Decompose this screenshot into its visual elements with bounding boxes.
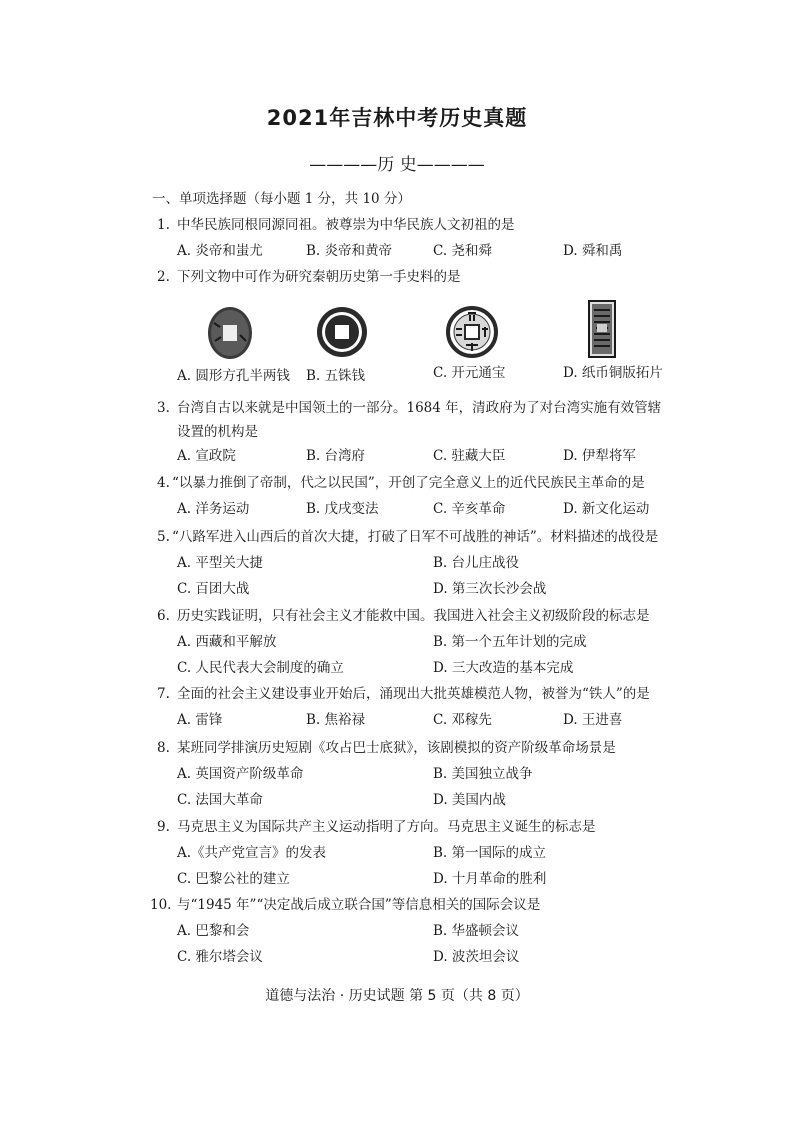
question-number: 1.: [157, 217, 170, 233]
question-stem: 台湾自古以来就是中国领土的一部分。1684 年，清政府为了对台湾实施有效管辖: [177, 400, 662, 416]
option-a: A. 圆形方孔半两钱: [177, 368, 290, 384]
option-b: B. 五铢钱: [306, 368, 366, 384]
option-d: D. 第三次长沙会战: [433, 581, 547, 597]
question-stem-continued: 设置的机构是: [177, 424, 258, 440]
question-stem: “以暴力推倒了帝制，代之以民国”，开创了完全意义上的近代民族民主革命的是: [172, 475, 645, 491]
option-b: B. 炎帝和黄帝: [306, 243, 393, 259]
option-b: B. 台湾府: [306, 448, 366, 464]
option-c: C. 雅尔塔会议: [177, 949, 263, 965]
option-c: C. 辛亥革命: [433, 501, 506, 517]
question-stem: 马克思主义为国际共产主义运动指明了方向。马克思主义诞生的标志是: [177, 819, 596, 835]
page-footer: 道德与法治 · 历史试题 第 5 页（共 8 页）: [265, 988, 529, 1004]
option-b: B. 第一国际的成立: [433, 845, 547, 861]
option-a: A.《共产党宣言》的发表: [177, 845, 327, 861]
option-b: B. 第一个五年计划的完成: [433, 634, 587, 650]
option-d: D. 新文化运动: [563, 501, 650, 517]
question-number: 7.: [157, 686, 170, 702]
option-d: D. 三大改造的基本完成: [433, 660, 574, 676]
option-b: B. 华盛顿会议: [433, 923, 520, 939]
question-stem: 某班同学排演历史短剧《攻占巴士底狱》，该剧模拟的资产阶级革命场景是: [177, 740, 616, 756]
option-a: A. 炎帝和蚩尤: [177, 243, 263, 259]
banliang-coin-image: [206, 305, 254, 361]
question-number: 4.: [157, 475, 170, 491]
option-c: C. 尧和舜: [433, 243, 492, 259]
option-a: A. 宣政院: [177, 448, 236, 464]
question-stem: “八路军进入山西后的首次大捷，打破了日军不可战胜的神话”。材料描述的战役是: [172, 529, 659, 545]
question-stem: 与“1945 年”“决定战后成立联合国”等信息相关的国际会议是: [177, 897, 541, 913]
question-stem: 全面的社会主义建设事业开始后，涌现出大批英雄模范人物，被誉为“铁人”的是: [177, 686, 650, 702]
option-c: C. 百团大战: [177, 581, 250, 597]
option-c: C. 巴黎公社的建立: [177, 871, 290, 887]
option-a: A. 平型关大捷: [177, 555, 263, 571]
option-a: A. 巴黎和会: [177, 923, 250, 939]
option-b: B. 焦裕禄: [306, 712, 366, 728]
option-c: C. 邓稼先: [433, 712, 492, 728]
option-b: B. 戊戌变法: [306, 501, 379, 517]
option-d: D. 舜和禹: [563, 243, 623, 259]
option-b: B. 美国独立战争: [433, 766, 533, 782]
option-b: B. 台儿庄战役: [433, 555, 520, 571]
option-d: D. 美国内战: [433, 792, 506, 808]
option-c: C. 人民代表大会制度的确立: [177, 660, 344, 676]
option-d: D. 王进喜: [563, 712, 623, 728]
option-a: A. 西藏和平解放: [177, 634, 277, 650]
option-c: C. 开元通宝: [433, 365, 506, 381]
option-a: A. 洋务运动: [177, 501, 250, 517]
subject-heading: ————历 史————: [309, 155, 485, 175]
question-number: 9.: [157, 819, 170, 835]
kaiyuan-coin-image: [446, 305, 498, 359]
question-stem: 历史实践证明，只有社会主义才能救中国。我国进入社会主义初级阶段的标志是: [177, 608, 650, 624]
question-number: 10.: [150, 897, 172, 913]
question-number: 8.: [157, 740, 170, 756]
question-number: 6.: [157, 608, 170, 624]
option-d: D. 十月革命的胜利: [433, 871, 547, 887]
wuzhu-coin-image: [316, 305, 368, 359]
question-stem: 中华民族同根同源同祖。被尊崇为中华民族人文初祖的是: [177, 217, 515, 233]
option-a: A. 雷锋: [177, 712, 223, 728]
question-stem: 下列文物中可作为研究秦朝历史第一手史料的是: [177, 269, 461, 285]
option-c: C. 法国大革命: [177, 792, 263, 808]
option-d: D. 纸币铜版拓片: [563, 365, 663, 381]
question-number: 2.: [157, 269, 170, 285]
option-c: C. 驻藏大臣: [433, 448, 506, 464]
question-number: 5.: [157, 529, 170, 545]
page-title: 2021年吉林中考历史真题: [266, 106, 528, 130]
option-d: D. 波茨坦会议: [433, 949, 520, 965]
question-number: 3.: [157, 400, 170, 416]
banknote-plate-rubbing-image: [588, 300, 616, 358]
option-a: A. 英国资产阶级革命: [177, 766, 304, 782]
option-d: D. 伊犁将军: [563, 448, 636, 464]
section-heading: 一、单项选择题（每小题 1 分，共 10 分）: [152, 191, 411, 207]
